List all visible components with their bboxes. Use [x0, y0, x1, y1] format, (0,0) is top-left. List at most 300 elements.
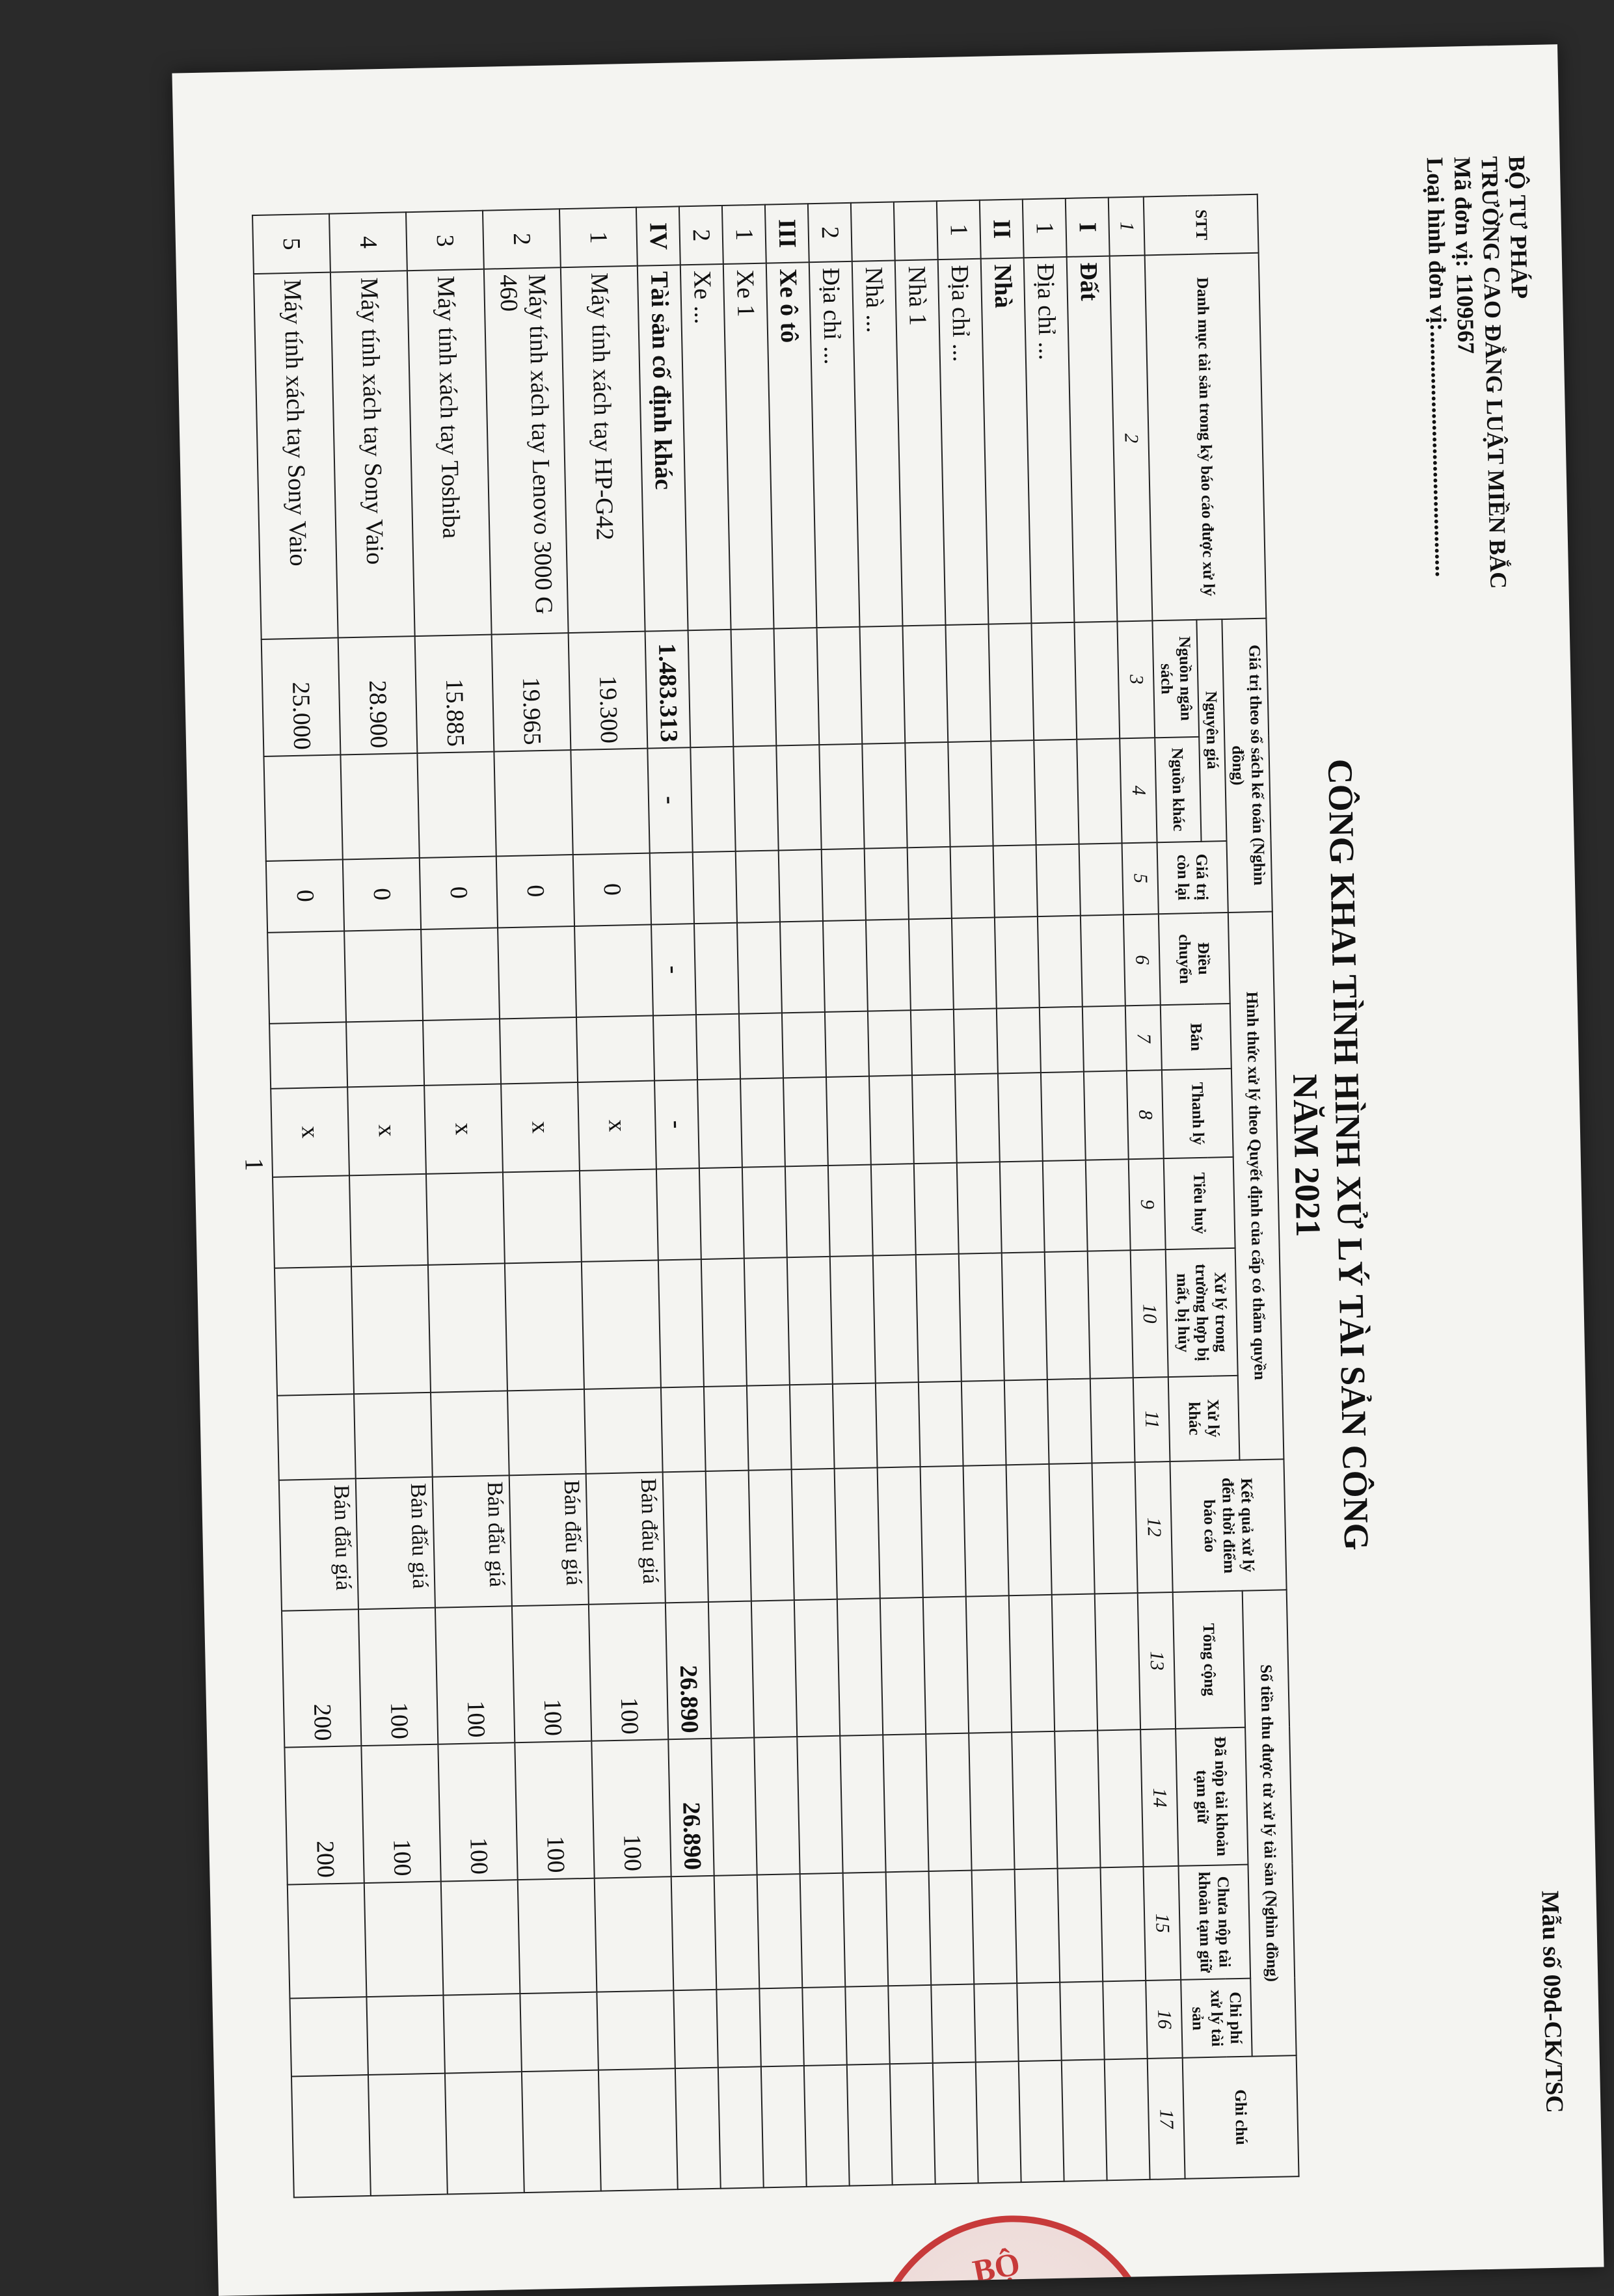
cell-col-11	[876, 1382, 921, 1468]
cell-col-12	[663, 1471, 708, 1603]
cell-col-15	[288, 1883, 367, 1999]
cell-col-3: 19.300	[569, 631, 648, 750]
row-stt: 2	[483, 209, 561, 269]
ministry-name: BỘ TƯ PHÁP	[1503, 155, 1533, 299]
cell-col-8	[740, 1078, 785, 1168]
cell-col-13	[880, 1597, 926, 1735]
col-stt: STT	[1144, 194, 1259, 256]
cell-col-3	[1031, 622, 1077, 740]
row-stt: II	[980, 199, 1024, 259]
cell-col-9	[1086, 1159, 1131, 1251]
cell-col-14	[1055, 1731, 1100, 1869]
cell-col-10	[916, 1254, 962, 1382]
cell-col-8: x	[501, 1082, 580, 1172]
cell-col-17	[675, 2068, 721, 2189]
cell-col-8	[998, 1073, 1043, 1162]
column-number: 6	[1123, 914, 1161, 1006]
cell-col-8: x	[347, 1086, 426, 1175]
row-asset-name: Nhà	[981, 258, 1032, 624]
column-number: 9	[1129, 1158, 1166, 1250]
cell-col-3	[1074, 621, 1120, 740]
column-number: 7	[1125, 1005, 1162, 1071]
cell-col-13	[837, 1598, 883, 1736]
cell-col-11	[354, 1392, 433, 1478]
row-stt	[894, 201, 938, 261]
cell-col-12	[1006, 1464, 1052, 1595]
cell-col-6: -	[651, 924, 696, 1016]
cell-col-17	[291, 2075, 371, 2197]
asset-disposal-table	[252, 194, 1300, 2198]
cell-col-6	[952, 917, 997, 1009]
cell-col-12: Bán đấu giá	[433, 1475, 512, 1607]
cell-col-5: 0	[343, 857, 421, 931]
column-number: 13	[1138, 1592, 1176, 1730]
col-liquidate: Thanh lý	[1162, 1069, 1233, 1158]
cell-col-4	[776, 745, 821, 850]
column-number: 3	[1117, 621, 1155, 739]
cell-col-6	[421, 928, 500, 1021]
cell-col-9	[742, 1166, 787, 1259]
cell-col-5: 0	[420, 856, 498, 929]
cell-col-8	[783, 1077, 828, 1166]
cell-col-5	[822, 848, 866, 921]
cell-col-8	[826, 1076, 871, 1166]
cell-col-4	[733, 746, 778, 851]
column-number: 15	[1144, 1865, 1181, 1981]
cell-col-10	[787, 1257, 833, 1385]
row-asset-name: Nhà ...	[852, 261, 903, 627]
cell-col-11	[507, 1389, 586, 1475]
cell-col-17	[1019, 2061, 1064, 2182]
cell-col-11	[661, 1387, 706, 1473]
cell-col-10	[351, 1265, 431, 1394]
cell-col-10	[830, 1256, 876, 1384]
cell-col-15	[800, 1873, 846, 1988]
cell-col-8	[869, 1076, 914, 1165]
col-other-source: Nguồn khác	[1155, 737, 1201, 842]
unit-type: Loại hình đơn vị:..........................................	[1421, 157, 1457, 578]
row-asset-name: Xe ...	[680, 264, 731, 630]
cell-col-9	[656, 1168, 701, 1261]
cell-col-6	[995, 916, 1040, 1009]
cell-col-15	[757, 1874, 803, 1989]
cell-col-3: 1.483.313	[645, 630, 691, 749]
cell-col-15	[1058, 1867, 1103, 1982]
cell-col-4	[1077, 739, 1122, 844]
cell-col-10	[959, 1253, 1004, 1381]
organization-header	[1421, 155, 1540, 590]
cell-col-3	[988, 623, 1034, 741]
cell-col-11	[1004, 1380, 1049, 1465]
row-stt	[851, 202, 895, 261]
cell-col-14	[1097, 1729, 1143, 1867]
col-unpaid: Chưa nộp tài khoản tạm giữ	[1178, 1864, 1250, 1980]
cell-col-7	[269, 1022, 347, 1089]
column-number: 17	[1148, 2058, 1185, 2180]
cell-col-5: 0	[573, 853, 651, 926]
row-asset-name: Tài sản cố định khác	[638, 265, 688, 632]
cell-col-16	[366, 1996, 444, 2076]
cell-col-3	[817, 626, 863, 745]
row-asset-name: Địa chỉ ...	[938, 259, 989, 625]
row-asset-name: Máy tính xách tay Lenovo 3000 G 460	[484, 267, 569, 634]
cell-col-7	[782, 1012, 826, 1078]
form-number: Mẫu số 09d-CK/TSC	[1536, 1890, 1568, 2114]
cell-col-6	[780, 921, 825, 1013]
cell-col-9	[349, 1174, 428, 1267]
cell-col-14	[711, 1738, 757, 1876]
cell-col-12	[1092, 1462, 1138, 1594]
cell-col-5	[693, 851, 737, 924]
cell-col-3	[945, 624, 991, 742]
cell-col-16	[1017, 1982, 1062, 2062]
cell-col-9	[1043, 1160, 1088, 1252]
cell-col-7	[653, 1015, 697, 1081]
cell-col-14	[883, 1734, 928, 1872]
cell-col-11	[1090, 1378, 1135, 1463]
cell-col-5	[736, 850, 780, 923]
cell-col-12: Bán đấu giá	[586, 1472, 666, 1604]
cell-col-12	[1049, 1463, 1095, 1595]
cell-col-17	[718, 2067, 764, 2189]
cell-col-3	[774, 628, 820, 746]
cell-col-15	[886, 1871, 932, 1986]
cell-col-17	[890, 2063, 935, 2185]
document-page	[172, 44, 1604, 2296]
cell-col-15	[595, 1876, 674, 1992]
row-stt: 1	[722, 205, 766, 265]
cell-col-12	[706, 1471, 751, 1602]
row-asset-name: Nhà 1	[895, 260, 946, 626]
cell-col-13	[1009, 1594, 1055, 1732]
cell-col-9	[426, 1172, 505, 1265]
cell-col-4	[991, 740, 1036, 846]
cell-col-10	[873, 1255, 919, 1383]
cell-col-10	[428, 1263, 507, 1392]
cell-col-15	[671, 1875, 717, 1990]
cell-col-7	[423, 1019, 501, 1086]
cell-col-16	[802, 1987, 847, 2066]
cell-col-6	[1081, 914, 1125, 1007]
cell-col-16	[597, 1990, 675, 2070]
col-cost: Chi phí xử lý tài sản	[1181, 1979, 1252, 2059]
cell-col-13: 100	[589, 1603, 668, 1741]
cell-col-15	[441, 1880, 520, 1996]
cell-col-5: 0	[266, 859, 344, 933]
cell-col-5	[950, 846, 995, 918]
cell-col-12: Bán đấu giá	[509, 1474, 589, 1606]
row-stt: 1	[559, 207, 638, 268]
cell-col-9	[871, 1164, 916, 1256]
cell-col-16	[289, 1997, 368, 2077]
table-body	[252, 198, 1150, 2198]
cell-col-8: x	[578, 1081, 656, 1171]
cell-col-17	[933, 2062, 978, 2184]
cell-col-14: 100	[515, 1741, 594, 1880]
cell-col-14	[969, 1732, 1014, 1870]
column-number: 14	[1140, 1729, 1178, 1867]
column-number: 16	[1146, 1980, 1183, 2059]
col-asset: Danh mục tài sản trong kỳ báo cáo được xử lý	[1145, 253, 1267, 621]
cell-col-8: x	[271, 1088, 349, 1177]
cell-col-8: x	[424, 1084, 503, 1174]
cell-col-4	[819, 744, 864, 849]
cell-col-11	[962, 1380, 1006, 1466]
cell-col-11	[277, 1394, 356, 1480]
cell-col-16	[845, 1986, 890, 2065]
cell-col-9	[699, 1167, 744, 1259]
cell-col-9	[785, 1166, 830, 1258]
column-number: 4	[1120, 738, 1157, 843]
school-name: TRƯỜNG CAO ĐẲNG LUẬT MIỀN BẮC	[1476, 155, 1512, 589]
row-asset-name: Xe 1	[723, 263, 774, 630]
cell-col-15	[843, 1872, 889, 1987]
cell-col-3	[902, 625, 948, 743]
cell-col-10	[275, 1266, 354, 1395]
row-asset-name: Máy tính xách tay HP-G42	[561, 266, 645, 633]
cell-col-5	[1079, 843, 1123, 916]
cell-col-8	[1041, 1072, 1086, 1161]
cell-col-11	[704, 1385, 749, 1471]
page-number: 1	[239, 1157, 269, 1171]
cell-col-7	[739, 1013, 783, 1080]
title-line-2: NĂM 2021	[1285, 1073, 1328, 1238]
cell-col-13	[923, 1596, 969, 1734]
cell-col-4	[862, 743, 907, 848]
stamp-lettering: BỘ	[969, 2245, 1023, 2290]
cell-col-6	[737, 922, 782, 1014]
cell-col-13: 200	[282, 1609, 361, 1748]
cell-col-13: 100	[512, 1604, 591, 1742]
row-stt: 4	[329, 212, 407, 273]
cell-col-17	[976, 2061, 1021, 2183]
cell-col-9	[914, 1163, 959, 1255]
cell-col-7	[825, 1011, 869, 1078]
cell-col-4	[948, 741, 993, 847]
cell-col-4	[1034, 740, 1079, 845]
cell-col-14	[926, 1733, 971, 1871]
col-sell: Bán	[1161, 1004, 1231, 1070]
col-transfer: Điều chuyển	[1159, 913, 1230, 1006]
cell-col-15	[972, 1869, 1017, 1984]
cell-col-4	[905, 742, 950, 848]
column-number: 5	[1122, 842, 1159, 914]
cell-col-17	[522, 2070, 601, 2193]
cell-col-10	[505, 1262, 584, 1391]
cell-col-16	[759, 1988, 804, 2067]
col-loss: Xử lý trong trường hợp bị mất, bị hủy	[1166, 1248, 1238, 1377]
cell-col-6	[267, 931, 346, 1024]
cell-col-7	[346, 1021, 424, 1088]
cell-col-14	[840, 1735, 885, 1873]
cell-col-7	[696, 1014, 740, 1080]
cell-col-10	[582, 1261, 661, 1389]
cell-col-14: 200	[284, 1746, 364, 1884]
row-stt: III	[765, 204, 809, 263]
cell-col-6	[498, 926, 576, 1019]
row-asset-name: Địa chỉ ...	[809, 261, 860, 628]
row-asset-name: Máy tính xách tay Sony Vaio	[254, 273, 338, 639]
cell-col-6	[344, 929, 423, 1022]
cell-col-16	[1103, 1981, 1148, 2060]
col-note: Ghi chú	[1183, 2056, 1299, 2179]
col-book-value: Giá trị theo sổ sách kế toán (Nghìn đồng)	[1222, 618, 1272, 912]
column-number: 8	[1127, 1071, 1164, 1159]
cell-col-15	[929, 1870, 975, 1985]
cell-col-4	[417, 752, 496, 858]
col-other: Xử lý khác	[1168, 1375, 1240, 1462]
row-stt: 2	[679, 206, 723, 265]
cell-col-9	[503, 1171, 582, 1264]
cell-col-16	[443, 1994, 521, 2074]
col-total: Tổng cộng	[1173, 1590, 1245, 1729]
cell-col-11	[919, 1381, 963, 1467]
cell-col-4	[340, 753, 419, 859]
cell-col-13	[708, 1601, 754, 1739]
row-asset-name: Đất	[1067, 256, 1118, 622]
cell-col-9	[828, 1164, 873, 1257]
cell-col-16	[520, 1992, 598, 2072]
row-stt: 2	[808, 203, 852, 263]
cell-col-13	[1052, 1594, 1097, 1731]
col-paid: Đã nộp tài khoản tạm giữ	[1176, 1728, 1248, 1866]
cell-col-12	[792, 1469, 837, 1600]
cell-col-17	[804, 2065, 850, 2187]
cell-col-13: 100	[358, 1607, 438, 1746]
cell-col-12: Bán đấu giá	[279, 1478, 358, 1610]
cell-col-3: 19.965	[492, 633, 571, 752]
cell-col-17	[847, 2064, 893, 2186]
cell-col-8: -	[654, 1080, 699, 1169]
cell-col-14: 100	[438, 1742, 517, 1881]
cell-col-4	[494, 750, 572, 856]
cell-col-12	[878, 1467, 923, 1598]
unit-code: Mã đơn vị: 1109567	[1449, 156, 1479, 354]
col-original: Nguyên giá	[1196, 619, 1226, 842]
cell-col-3: 15.885	[415, 634, 494, 753]
cell-col-14	[754, 1737, 800, 1875]
cell-col-9	[580, 1169, 658, 1262]
cell-col-15	[714, 1875, 760, 1990]
row-asset-name: Máy tính xách tay Toshiba	[407, 269, 492, 636]
cell-col-11	[584, 1387, 663, 1474]
cell-col-7	[997, 1008, 1041, 1074]
cell-col-8	[697, 1079, 742, 1168]
cell-col-11	[1047, 1378, 1092, 1464]
col-money: Số tiền thu được từ xử lý tài sản (Nghìn đồng)	[1243, 1590, 1297, 2057]
cell-col-10	[1002, 1252, 1047, 1380]
column-number: 2	[1110, 256, 1153, 621]
cell-col-17	[1105, 2059, 1150, 2180]
cell-col-13	[1095, 1593, 1140, 1731]
cell-col-15	[364, 1881, 444, 1997]
col-residual: Giá trị còn lại	[1157, 841, 1228, 914]
cell-col-13	[966, 1595, 1012, 1733]
cell-col-14: 26.890	[668, 1739, 714, 1876]
cell-col-16	[673, 1990, 718, 2069]
cell-col-12: Bán đấu giá	[356, 1477, 435, 1609]
cell-col-12	[963, 1465, 1009, 1596]
cell-col-17	[599, 2069, 678, 2191]
cell-col-7	[1083, 1006, 1127, 1072]
cell-col-7	[868, 1010, 912, 1076]
cell-col-11	[833, 1383, 878, 1469]
cell-col-6	[694, 923, 739, 1015]
cell-col-17	[1062, 2060, 1107, 2182]
cell-col-12	[921, 1466, 966, 1597]
col-result: Kết quả xử lý đến thời điểm báo cáo	[1170, 1459, 1286, 1592]
cell-col-10	[1045, 1251, 1090, 1380]
cell-col-6	[823, 920, 868, 1012]
cell-col-17	[445, 2072, 524, 2194]
cell-col-4	[263, 755, 342, 861]
rotated-sheet	[189, 58, 1587, 2271]
cell-col-4: -	[647, 747, 692, 853]
cell-col-12	[835, 1467, 880, 1599]
cell-col-14: 100	[591, 1739, 671, 1878]
cell-col-11	[747, 1385, 792, 1471]
cell-col-16	[888, 1985, 933, 2064]
cell-col-3: 25.000	[262, 637, 341, 756]
cell-col-16	[974, 1983, 1019, 2062]
cell-col-4	[571, 749, 649, 855]
cell-col-5	[993, 845, 1038, 918]
cell-col-4	[690, 747, 735, 852]
cell-col-15	[1101, 1867, 1146, 1982]
row-stt: 1	[937, 200, 981, 260]
cell-col-7	[911, 1009, 955, 1076]
column-number: 11	[1133, 1377, 1170, 1462]
cell-col-14	[797, 1736, 842, 1874]
cell-col-9	[957, 1162, 1002, 1254]
cell-col-3	[859, 626, 905, 744]
row-stt: IV	[636, 206, 680, 266]
cell-col-6	[574, 924, 653, 1017]
cell-col-13: 26.890	[666, 1601, 711, 1739]
title-line-1: CÔNG KHAI TÌNH HÌNH XỬ LÝ TÀI SẢN CÔNG	[1320, 758, 1377, 1551]
cell-col-7	[500, 1017, 578, 1084]
row-stt: 1	[1023, 198, 1067, 258]
column-number: 12	[1135, 1462, 1172, 1593]
cell-col-3	[731, 628, 777, 747]
column-number: 1	[1109, 196, 1145, 256]
cell-col-17	[368, 2074, 448, 2196]
cell-col-15	[518, 1878, 597, 1994]
row-asset-name: Xe ô tô	[766, 262, 817, 628]
cell-col-11	[431, 1391, 509, 1477]
cell-col-10	[701, 1259, 747, 1387]
row-stt: 5	[252, 214, 330, 274]
cell-col-14	[1012, 1731, 1057, 1869]
cell-col-10	[1088, 1250, 1133, 1378]
row-stt: I	[1066, 198, 1110, 258]
column-number: 10	[1131, 1249, 1168, 1378]
cell-col-8	[912, 1075, 957, 1164]
cell-col-13	[794, 1599, 840, 1737]
cell-col-12	[749, 1469, 794, 1601]
cell-col-6	[1038, 916, 1083, 1008]
cell-col-7	[954, 1009, 998, 1075]
cell-col-7	[576, 1016, 654, 1083]
cell-col-17	[761, 2066, 807, 2187]
cell-col-6	[909, 918, 954, 1011]
cell-col-7	[1040, 1007, 1084, 1073]
cell-col-11	[790, 1383, 835, 1469]
cell-col-8	[955, 1074, 1000, 1163]
cell-col-9	[1000, 1161, 1045, 1253]
row-stt: 3	[406, 211, 484, 271]
row-asset-name: Địa chỉ ...	[1024, 257, 1075, 623]
